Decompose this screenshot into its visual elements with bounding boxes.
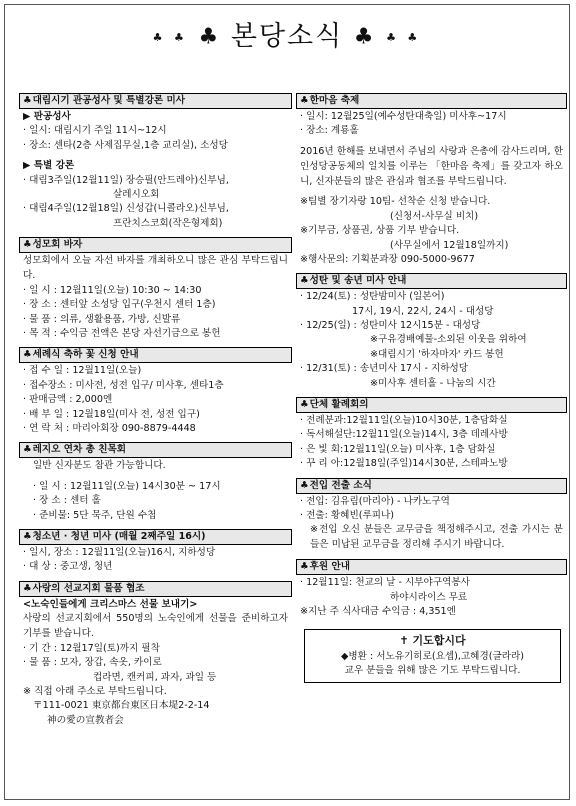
text-line: · 전출: 황혜빈(루피나) [300,510,395,521]
text-line: · 대림3주일(12월11일) 장승필(안드레아)신부님, [23,174,229,186]
club-icon: ♣ [300,479,309,491]
text-line: · 일 시 : 12월11일(오늘) 10:30 ~ 14:30 [23,284,202,296]
text-line: ※지난 주 식사대금 수익금 : 4,351엔 [300,605,456,617]
page-title [5,23,569,50]
address-line: 〒111-0021 東京都台東区日本堤2-2-14 [33,700,210,712]
section-header: ♣사랑의 선교지회 물품 협조 [19,581,292,597]
club-icon: ♣ [300,95,309,106]
section-header: ♣세례식 축하 꽃 신청 안내 [19,347,292,363]
section-header: ♣성모회 바자 [19,237,292,253]
section-header: ♣한마음 축제 [296,93,567,109]
text-line: · 장 소 : 센터앞 소성당 입구(우천시 센터 1층) [23,299,216,311]
section-header: ♣레지오 연차 총 친목회 [19,442,292,458]
prayer-title: ✝ 기도합시다 [399,634,466,648]
section-header: ♣청소년 · 청년 미사 (매월 2째주일 16시) [19,529,292,545]
text-line: · 물 품 : 의류, 생활용품, 가방, 신발류 [23,313,181,325]
text-line: 일반 신자분도 참관 가능합니다. [33,460,166,472]
club-icon: ♣ [23,349,32,361]
section-header: ♣성탄 및 송년 미사 안내 [296,273,567,289]
club-icon: ♣ [353,24,376,50]
text-line: · 물 품 : 모자, 장갑, 속옷, 카이로 [23,657,162,669]
left-column [19,93,292,734]
text-line: · 일 시 : 12월11일(오늘) 14시30분 ~ 17시 [33,480,221,492]
club-icon: ♣ ♣ [152,31,188,44]
section-header: ♣대림시기 관공성사 및 특별강론 미사 [19,93,292,109]
text-line: · 독서해설단:12월11일(오늘)14시, 3층 데레사방 [300,429,508,441]
section-christmas [296,273,567,391]
text-line: · 은 빛 회:12월11일(오늘) 미사후, 1층 담화실 [300,443,496,455]
text-line: ※ 직접 아래 주소로 부탁드립니다. [23,685,167,697]
text-line: · 기 간 : 12월17일(토)까지 필착 [23,642,160,654]
sub-heading: ▶ 판공성사 [23,111,71,122]
section-baptism [19,347,292,436]
text-line: · 꾸 리 아:12월18일(주일)14시30분, 스테파노방 [300,458,508,470]
text-line: · 판매금액 : 2,000엔 [23,394,113,406]
section-header: ♣단체 활례회의 [296,397,567,413]
text-line: · 전입: 김유림(마리아) - 나카노구역 [300,495,450,507]
text-line: · 접수장소 : 미사전, 성전 입구/ 미사후, 센타1층 [23,379,224,391]
text-line: · 준비물: 5단 묵주, 단원 수첩 [33,509,157,521]
text-line: · 12월11일: 천교의 날 - 시부야구역봉사 [300,577,470,589]
text-paragraph: 사랑의 선교지회에서 550명의 노숙인에게 선물을 준비하고자 기부를 받습니다. [23,613,288,639]
note-line: ※행사문의: 기획분과장 090-5000-9677 [300,253,475,265]
section-onemind [296,93,567,267]
section-legio [19,442,292,523]
text-line: · 장 소 : 센터 홀 [33,495,101,507]
text-line: · 12/24(토) : 성탄밤미사 (일본어) [300,291,445,303]
text-line: · 12/31(토) : 송년미사 17시 - 지하성당 [300,363,469,375]
note-line: (신청서-사무실 비치) [390,210,479,222]
note-line: ※기부금, 상품권, 상품 기부 받습니다. [300,225,460,237]
text-line: 컵라면, 캔커피, 과자, 과일 등 [93,671,217,683]
section-mission [19,581,292,728]
prayer-box [304,629,561,682]
section-groups [296,397,567,472]
text-line: · 일시: 대림시기 주일 11시~12시 [23,125,167,137]
text-line: 프란치스코회(작은형제회) [113,217,223,229]
club-icon: ♣ [23,239,32,251]
note-line: ※미사후 센터홀 - 나눔의 시간 [370,377,496,389]
note-line: ※대림시기 '하자마자' 카드 봉헌 [370,348,504,360]
text-paragraph: ※전입 오신 분들은 교무금을 책정해주시고, 전출 가시는 분들은 미납된 교무금을 정리해 주시기 바랍니다. [310,524,563,551]
text-line: · 배 부 일 : 12월18일(미사 전, 성전 입구) [23,408,200,420]
text-paragraph: 성모회에서 오늘 자선 바자를 개최하오니 많은 관심 부탁드립니다. [23,255,288,281]
text-line: · 일시: 12월25일(예수성탄대축일) 미사후~17시 [300,111,507,122]
text-line: ◆병환 : 서노유기히로(요셉),고혜경(글라라) [340,650,524,662]
note-line: (사무실에서 12월18일까지) [390,239,509,251]
text-line: 살레시오회 [113,188,160,200]
club-icon: ♣ [23,95,32,106]
title-text: 본당소식 [230,21,344,52]
section-header: ♣후원 안내 [296,559,567,575]
text-line: · 장소: 계룡홀 [300,125,359,137]
right-column [296,93,567,683]
text-line: 교우 분들을 위해 많은 기도 부탁드립니다. [344,665,521,677]
section-header: ♣전입 전출 소식 [296,478,567,494]
text-line: 하야시라이스 무료 [390,591,468,603]
note-line: ※팀별 장기자랑 10팀- 선착순 신청 받습니다. [300,196,491,208]
club-icon: ♣ [23,582,32,594]
text-line: · 대 상 : 중고생, 청년 [23,561,113,573]
section-bazaar [19,237,292,341]
text-line: · 연 락 처 : 마리아회장 090-8879-4448 [23,422,196,434]
sub-heading: <노숙인들에게 크리스마스 선물 보내기> [23,598,198,610]
text-line: · 접 수 일 : 12월11일(오늘) [23,365,142,377]
text-line: · 목 적 : 수익금 전액은 본당 자선기금으로 봉헌 [23,328,221,340]
club-icon: ♣ [300,561,309,573]
club-icon: ♣ [23,530,32,542]
section-youth [19,529,292,575]
text-line: · 장소: 센타(2층 사제집무실,1층 교리실), 소성당 [23,139,228,151]
text-line: 17시, 19시, 22시, 24시 - 대성당 [352,305,494,317]
section-advent [19,93,292,231]
sub-heading: ▶ 특별 강론 [23,160,75,172]
text-line: · 대림4주일(12월18일) 신성갑(니콜라오)신부님, [23,203,229,215]
club-icon: ♣ [300,399,309,411]
note-line: ※구유경배예물-소외된 이웃을 위하여 [370,334,527,346]
text-line: · 일시, 장소 : 12월11일(오늘)16시, 지하성당 [23,546,216,558]
newsletter-page [4,4,570,800]
address-line: 神の愛の宣教者会 [47,714,124,726]
text-line: · 전례분과:12월11일(오늘)10시30분, 1층담화실 [300,415,508,427]
text-line: · 12/25(일) : 성탄미사 12시15분 - 대성당 [300,320,481,332]
club-icon: ♣ ♣ [386,31,422,44]
club-icon: ♣ [300,275,309,287]
section-donation [296,559,567,619]
text-paragraph: 2016년 한해를 보내면서 주님의 사랑과 은총에 감사드리며, 한인성당공동체의 일치를 이루는 「한마음 축제」를 갖고자 하오니, 신자분들의 많은 관심과 협조를 부탁드립니다. [300,145,563,187]
club-icon: ♣ [23,444,32,456]
club-icon: ♣ [198,24,221,50]
section-moves [296,478,567,554]
